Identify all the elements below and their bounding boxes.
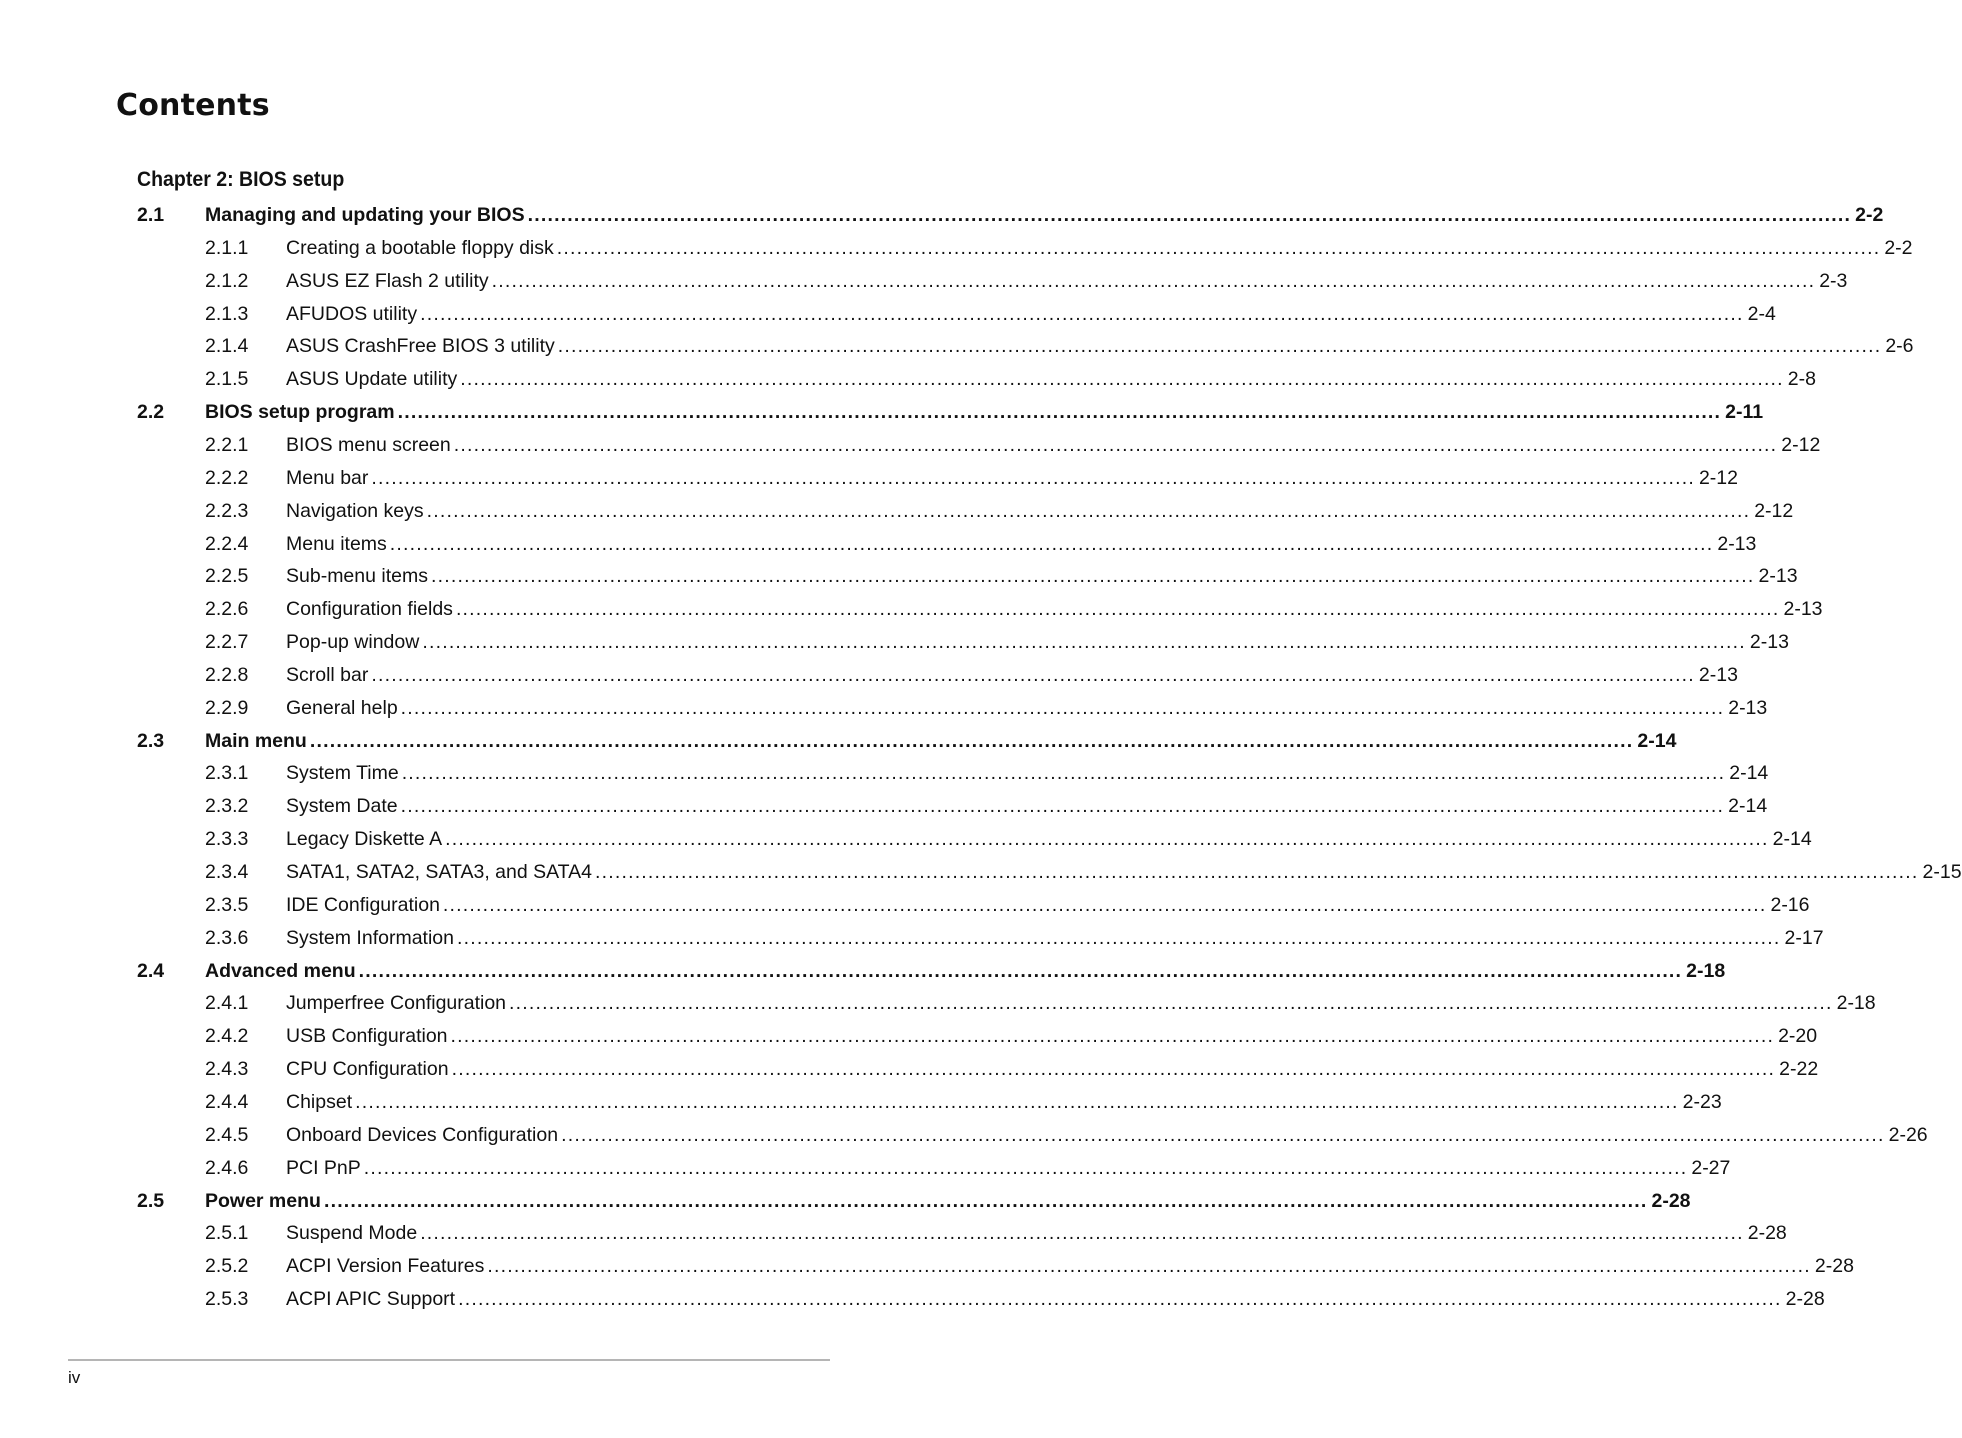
dot-leader: ........................................................................................................................................................................................................ — [355, 1090, 1679, 1113]
toc-entry[interactable] — [0, 1250, 1854, 1283]
toc-entry-number: 2.5 — [137, 1189, 165, 1212]
dot-leader: ........................................................................................................................................................................................................ — [442, 893, 1767, 916]
toc-entry-title: SATA1, SATA2, SATA3, and SATA4 — [286, 856, 595, 889]
dot-leader: ........................................................................................................................................................................................................ — [401, 762, 1726, 785]
toc-entry[interactable] — [0, 199, 1884, 232]
toc-entry-page: 2-13 — [1728, 696, 1768, 719]
toc-entry-page: 2-13 — [1758, 565, 1798, 588]
toc-entry-title: BIOS setup program — [205, 396, 398, 429]
toc-entry-title: Advanced menu — [205, 955, 359, 988]
toc-entry-line — [286, 298, 1776, 331]
toc-entry-page: 2-16 — [1770, 893, 1810, 916]
page-number: iv — [68, 1368, 81, 1387]
toc-entry-title: ASUS Update utility — [286, 363, 460, 396]
toc-entry[interactable] — [0, 330, 1914, 363]
toc-entry-page: 2-28 — [1785, 1288, 1825, 1311]
toc-entry-title: Scroll bar — [286, 659, 371, 692]
toc-entry-title: BIOS menu screen — [286, 429, 454, 462]
toc-entry-page: 2-12 — [1781, 433, 1821, 456]
toc-entry-title: USB Configuration — [286, 1020, 451, 1053]
toc-entry-page: 2-13 — [1717, 532, 1757, 555]
toc-entry-page: 2-18 — [1836, 992, 1876, 1015]
toc-entry-title: Jumperfree Configuration — [286, 987, 509, 1020]
toc-entry-line — [286, 1250, 1854, 1283]
toc-entry-page: 2-15 — [1922, 861, 1962, 883]
toc-entry-title: Suspend Mode — [286, 1217, 420, 1250]
toc-entry-title: Navigation keys — [286, 495, 427, 528]
toc-entry-title: ASUS EZ Flash 2 utility — [286, 265, 492, 298]
toc-entry-number: 2.4.6 — [205, 1156, 249, 1179]
toc-entry-page: 2-8 — [1787, 368, 1816, 391]
toc-entry[interactable] — [0, 659, 1738, 692]
toc-entry-title: Power menu — [205, 1185, 324, 1218]
toc-entry-title: IDE Configuration — [286, 889, 443, 922]
toc-entry[interactable] — [0, 265, 1848, 298]
toc-entry-number: 2.3.2 — [205, 795, 249, 818]
toc-entry-page: 2-2 — [1884, 236, 1913, 259]
dot-leader: ........................................................................................................................................................................................................ — [594, 861, 1919, 883]
toc-entry[interactable] — [0, 1020, 1818, 1053]
toc-entry-number: 2.1 — [137, 204, 165, 226]
dot-leader: ........................................................................................................................................................................................................ — [426, 499, 1751, 522]
toc-entry-number: 2.1.5 — [205, 368, 249, 391]
toc-entry-line — [286, 757, 1769, 790]
toc-entry-number: 2.3.5 — [205, 893, 249, 916]
toc-entry-line — [286, 922, 1824, 955]
toc-entry-number: 2.2.9 — [205, 696, 249, 719]
toc-entry-page: 2-26 — [1888, 1123, 1928, 1146]
toc-entry-title: Pop-up window — [286, 626, 422, 659]
toc-entry-title: Chipset — [286, 1086, 355, 1119]
toc-entry-line — [286, 1152, 1731, 1185]
toc-entry[interactable] — [0, 856, 1962, 889]
toc-entry-page: 2-12 — [1698, 466, 1738, 489]
toc-entry-number: 2.1.4 — [205, 335, 249, 358]
toc-entry[interactable] — [0, 528, 1757, 561]
dot-leader: ........................................................................................................................................................................................................ — [430, 565, 1755, 588]
toc-entry-line — [286, 1283, 1825, 1316]
toc-entry-title: ASUS CrashFree BIOS 3 utility — [286, 330, 558, 363]
toc-entry-page: 2-17 — [1784, 926, 1824, 949]
toc-entry-number: 2.3.6 — [205, 926, 249, 949]
toc-entry-page: 2-23 — [1682, 1090, 1722, 1113]
toc-entry[interactable] — [0, 593, 1823, 626]
toc-entry-line — [286, 429, 1821, 462]
toc-entry[interactable] — [0, 396, 1764, 429]
toc-entry-number: 2.3.3 — [205, 828, 249, 851]
toc-entry-title: Managing and updating your BIOS — [205, 199, 528, 232]
toc-entry-page: 2-4 — [1747, 302, 1776, 325]
chapter-heading: Chapter 2: BIOS setup — [137, 168, 345, 191]
toc-entry[interactable] — [0, 363, 1816, 396]
toc-entry-line — [205, 955, 1726, 988]
toc-entry-page: 2-20 — [1778, 1025, 1818, 1048]
toc-entry-title: CPU Configuration — [286, 1053, 452, 1086]
dot-leader: ........................................................................................................................................................................................................ — [420, 1222, 1744, 1245]
dot-leader: ........................................................................................................................................................................................................ — [456, 926, 1781, 949]
toc-entry-number: 2.2.7 — [205, 631, 249, 654]
toc-entry-page: 2-22 — [1779, 1058, 1819, 1081]
toc-entry-line — [286, 1119, 1928, 1152]
toc-entry-number: 2.1.2 — [205, 269, 249, 292]
toc-entry-line — [286, 560, 1798, 593]
toc-entry-page: 2-18 — [1686, 959, 1726, 982]
toc-entry-line — [286, 790, 1768, 823]
toc-entry-line — [286, 363, 1816, 396]
dot-leader: ........................................................................................................................................................................................................ — [422, 631, 1746, 654]
toc-entry[interactable] — [0, 429, 1821, 462]
toc-entry-number: 2.1.3 — [205, 302, 249, 325]
toc-entry[interactable] — [0, 692, 1768, 725]
dot-leader: ........................................................................................................................................................................................................ — [397, 401, 1722, 424]
toc-entry-title: PCI PnP — [286, 1152, 364, 1185]
toc-entry-title: Menu bar — [286, 462, 371, 495]
dot-leader: ........................................................................................................................................................................................................ — [453, 433, 1778, 456]
toc-entry[interactable] — [0, 757, 1769, 790]
toc-entry-line — [286, 659, 1738, 692]
toc-entry[interactable] — [0, 725, 1677, 758]
toc-entry[interactable] — [0, 987, 1876, 1020]
toc-entry-number: 2.4 — [137, 959, 165, 982]
toc-entry-line — [205, 199, 1884, 232]
dot-leader: ........................................................................................................................................................................................................ — [420, 302, 1744, 325]
toc-entry-page: 2-14 — [1728, 795, 1768, 818]
dot-leader: ........................................................................................................................................................................................................ — [400, 795, 1725, 818]
toc-entry-line — [286, 265, 1848, 298]
toc-entry[interactable] — [0, 1119, 1928, 1152]
toc-entry-page: 2-12 — [1754, 499, 1794, 522]
toc-entry-number: 2.2.3 — [205, 499, 249, 522]
dot-leader: ........................................................................................................................................................................................................ — [400, 696, 1725, 719]
toc-entry[interactable] — [0, 232, 1913, 265]
toc-entry[interactable] — [0, 298, 1776, 331]
toc-entry[interactable] — [0, 955, 1726, 988]
toc-entry-number: 2.2.1 — [205, 433, 249, 456]
toc-entry-page: 2-6 — [1885, 335, 1914, 358]
toc-entry[interactable] — [0, 1185, 1691, 1218]
toc-entry[interactable] — [0, 495, 1794, 528]
toc-entry-number: 2.5.1 — [205, 1222, 249, 1245]
toc-entry-line — [286, 1053, 1819, 1086]
footer-divider — [68, 1359, 830, 1361]
toc-entry-line — [286, 987, 1876, 1020]
toc-entry-page: 2-28 — [1814, 1255, 1854, 1278]
toc-entry-page: 2-28 — [1651, 1189, 1691, 1212]
toc-entry-title: Sub-menu items — [286, 560, 431, 593]
dot-leader: ........................................................................................................................................................................................................ — [509, 992, 1833, 1015]
toc-entry-title: Creating a bootable floppy disk — [286, 232, 557, 265]
toc-entry-title: General help — [286, 692, 401, 725]
toc-entry[interactable] — [0, 462, 1738, 495]
toc-entry[interactable] — [0, 889, 1810, 922]
dot-leader: ........................................................................................................................................................................................................ — [371, 663, 1695, 686]
toc-entry-title: ACPI APIC Support — [286, 1283, 458, 1316]
toc-entry-number: 2.3 — [137, 729, 165, 752]
toc-entry-page: 2-14 — [1729, 762, 1769, 785]
dot-leader: ........................................................................................................................................................................................................ — [460, 368, 1784, 391]
toc-entry-line — [286, 626, 1789, 659]
toc-entry-page: 2-13 — [1783, 598, 1823, 621]
toc-entry-line — [286, 462, 1738, 495]
toc-entry[interactable] — [0, 1086, 1722, 1119]
toc-entry[interactable] — [0, 922, 1824, 955]
toc-entry[interactable] — [0, 626, 1789, 659]
dot-leader: ........................................................................................................................................................................................................ — [557, 335, 1882, 358]
toc-entry-title: System Time — [286, 757, 402, 790]
toc-entry-page: 2-27 — [1691, 1156, 1731, 1179]
dot-leader: ........................................................................................................................................................................................................ — [561, 1123, 1885, 1146]
dot-leader: ........................................................................................................................................................................................................ — [487, 1255, 1811, 1278]
dot-leader: ........................................................................................................................................................................................................ — [450, 1025, 1775, 1048]
toc-entry-title: System Date — [286, 790, 401, 823]
toc-entry-line — [286, 232, 1913, 265]
toc-entry-number: 2.2.2 — [205, 466, 249, 489]
toc-entry-line — [205, 1185, 1691, 1218]
toc-entry-number: 2.2 — [137, 401, 165, 424]
toc-entry-number: 2.3.1 — [205, 762, 249, 785]
toc-entry-line — [286, 330, 1914, 363]
toc-entry-line — [205, 396, 1764, 429]
toc-entry-line — [286, 856, 1962, 889]
toc-entry-line — [286, 495, 1794, 528]
toc-entry-line — [286, 823, 1812, 856]
toc-entry[interactable] — [0, 1217, 1787, 1250]
toc-entry-line — [286, 1020, 1818, 1053]
toc-entry-number: 2.4.1 — [205, 992, 249, 1015]
toc-entry-page: 2-13 — [1749, 631, 1789, 654]
toc-entry-page: 2-28 — [1747, 1222, 1787, 1245]
toc-entry-page: 2-14 — [1772, 828, 1812, 851]
dot-leader: ........................................................................................................................................................................................................ — [527, 204, 1852, 226]
toc-entry-number: 2.2.5 — [205, 565, 249, 588]
toc-entry-page: 2-11 — [1725, 401, 1764, 424]
dot-leader: ........................................................................................................................................................................................................ — [458, 1288, 1782, 1311]
toc-entry-number: 2.3.4 — [205, 861, 249, 883]
toc-entry-number: 2.2.8 — [205, 663, 249, 686]
toc-entry-number: 2.4.5 — [205, 1123, 249, 1146]
toc-entry-number: 2.2.6 — [205, 598, 249, 621]
toc-entry-number: 2.4.3 — [205, 1058, 249, 1081]
toc-entry[interactable] — [0, 790, 1768, 823]
dot-leader: ........................................................................................................................................................................................................ — [323, 1189, 1648, 1212]
toc-entry-title: Configuration fields — [286, 593, 456, 626]
page-title: Contents — [116, 88, 270, 123]
toc-entry-title: Main menu — [205, 725, 310, 758]
toc-entry-title: AFUDOS utility — [286, 298, 420, 331]
toc-entry-line — [286, 1086, 1722, 1119]
toc-entry-number: 2.2.4 — [205, 532, 249, 555]
dot-leader: ........................................................................................................................................................................................................ — [309, 729, 1634, 752]
toc-entry-page: 2-2 — [1855, 204, 1884, 226]
dot-leader: ........................................................................................................................................................................................................ — [455, 598, 1780, 621]
toc-entry-number: 2.5.3 — [205, 1288, 249, 1311]
toc-entry-line — [286, 889, 1810, 922]
toc-entry[interactable] — [0, 1152, 1731, 1185]
toc-entry-number: 2.1.1 — [205, 236, 249, 259]
dot-leader: ........................................................................................................................................................................................................ — [389, 532, 1714, 555]
toc-entry-page: 2-14 — [1637, 729, 1677, 752]
toc-entry-page: 2-3 — [1819, 269, 1848, 292]
dot-leader: ........................................................................................................................................................................................................ — [451, 1058, 1776, 1081]
dot-leader: ........................................................................................................................................................................................................ — [358, 959, 1683, 982]
dot-leader: ........................................................................................................................................................................................................ — [491, 269, 1816, 292]
toc-entry-page: 2-13 — [1698, 663, 1738, 686]
dot-leader: ........................................................................................................................................................................................................ — [363, 1156, 1688, 1179]
toc-entry-number: 2.4.2 — [205, 1025, 249, 1048]
toc-entry-number: 2.4.4 — [205, 1090, 249, 1113]
toc-entry-number: 2.5.2 — [205, 1255, 249, 1278]
toc-entry-line — [205, 725, 1677, 758]
toc-entry-title: Menu items — [286, 528, 390, 561]
toc-entry-line — [286, 692, 1768, 725]
toc-entry[interactable] — [0, 1283, 1825, 1316]
dot-leader: ........................................................................................................................................................................................................ — [371, 466, 1695, 489]
toc-entry-title: Legacy Diskette A — [286, 823, 445, 856]
toc-entry[interactable] — [0, 1053, 1819, 1086]
toc-entry-title: System Information — [286, 922, 457, 955]
dot-leader: ........................................................................................................................................................................................................ — [556, 236, 1881, 259]
toc-entry-line — [286, 1217, 1787, 1250]
toc-entry[interactable] — [0, 560, 1798, 593]
toc-entry-title: ACPI Version Features — [286, 1250, 487, 1283]
toc-entry[interactable] — [0, 823, 1812, 856]
toc-entry-line — [286, 593, 1823, 626]
dot-leader: ........................................................................................................................................................................................................ — [445, 828, 1769, 851]
toc-entry-title: Onboard Devices Configuration — [286, 1119, 561, 1152]
toc-entry-line — [286, 528, 1757, 561]
